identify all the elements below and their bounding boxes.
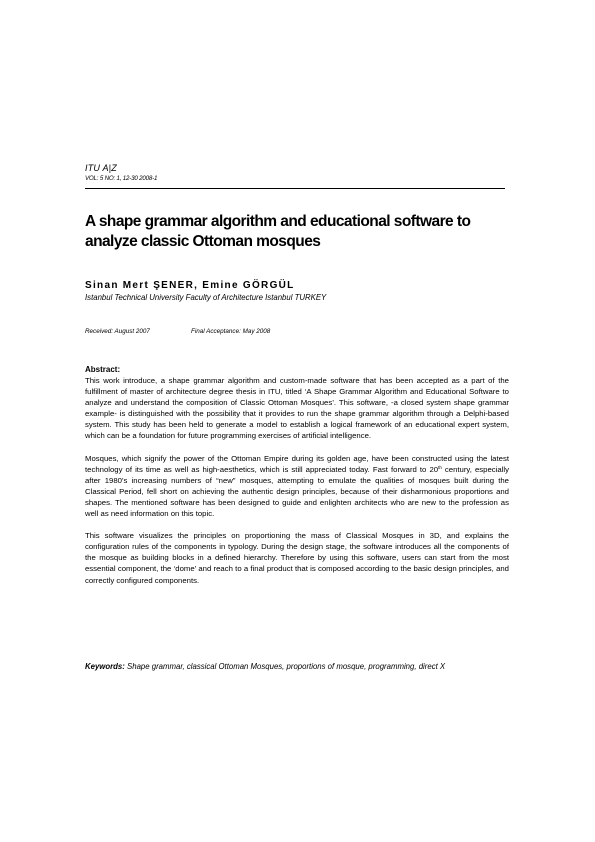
- keywords-section: [85, 661, 509, 672]
- abstract-heading: Abstract:: [85, 365, 121, 374]
- journal-header: [85, 163, 505, 183]
- author-affiliation: Istanbul Technical University Faculty of Architecture Istanbul TURKEY: [85, 293, 327, 302]
- keywords-text: Shape grammar, classical Ottoman Mosques, proportions of mosque, programming, direct X: [124, 662, 446, 671]
- abstract-text: century, especially after 1980’s increasing numbers of “new” mosques, attempting to emulate the qualities of mosques built during the Classical Period, fell short on achieving the authentic design principles, because of their disharmonious proportions and shapes. The mentioned software has been designed to guide and enlighten architects who are new to the profession as well as need information on this topic.: [85, 464, 509, 519]
- author-list: Sinan Mert ŞENER, Emine GÖRGÜL: [85, 280, 295, 291]
- paper-title: A shape grammar algorithm and educational software to analyze classic Ottoman mosques: [85, 213, 471, 250]
- abstract-paragraph: [85, 453, 509, 520]
- received-date: Received: August 2007: [85, 328, 150, 335]
- abstract-paragraph: This work introduce, a shape grammar algorithm and custom-made software that has been accepted as a part of the fulfillment of master of architecture degree thesis in ITU, titled ‘A Shape Grammar Algorithm and Educational Software to analyze and understand the composition of Classic Ottoman Mosques’. This software, -a closed system shape grammar example- is distinguished with the possibility that it provides to run the shape grammar algorithm through a Delphi-based system. This study has been held to generate a model to establish a logical framework of an educational expert system, which can be a foundation for future programming exercises of artificial intelligence.: [85, 376, 509, 441]
- abstract-paragraph: This software visualizes the principles on proportioning the mass of Classical Mosques in 3D, and explains the configuration rules of the components in typology. During the design stage, the software introduces all the components of the mosque as building blocks in a defined hierarchy. Therefore by using this software, users can start from the most essential component, the ‘dome’ and reach to a final product that is composed according to the basic design principles, and correctly configured components.: [85, 531, 509, 585]
- keywords-label: Keywords:: [85, 662, 125, 671]
- abstract-text: Mosques, which signify the power of the Ottoman Empire during its golden age, have been constructed using the latest technology of its time as well as high-aesthetics, which is still appreciated today. Fast forward to 20: [85, 453, 509, 474]
- abstract-section: [85, 365, 509, 597]
- header-divider: [85, 188, 505, 189]
- acceptance-date: Final Acceptance: May 2008: [191, 328, 271, 335]
- ordinal-suffix: th: [438, 464, 442, 470]
- submission-dates: [85, 327, 270, 336]
- journal-volume: VOL: 5 NO: 1, 12-30 2008-1: [85, 175, 158, 182]
- journal-name: ITU A|Z: [85, 163, 117, 173]
